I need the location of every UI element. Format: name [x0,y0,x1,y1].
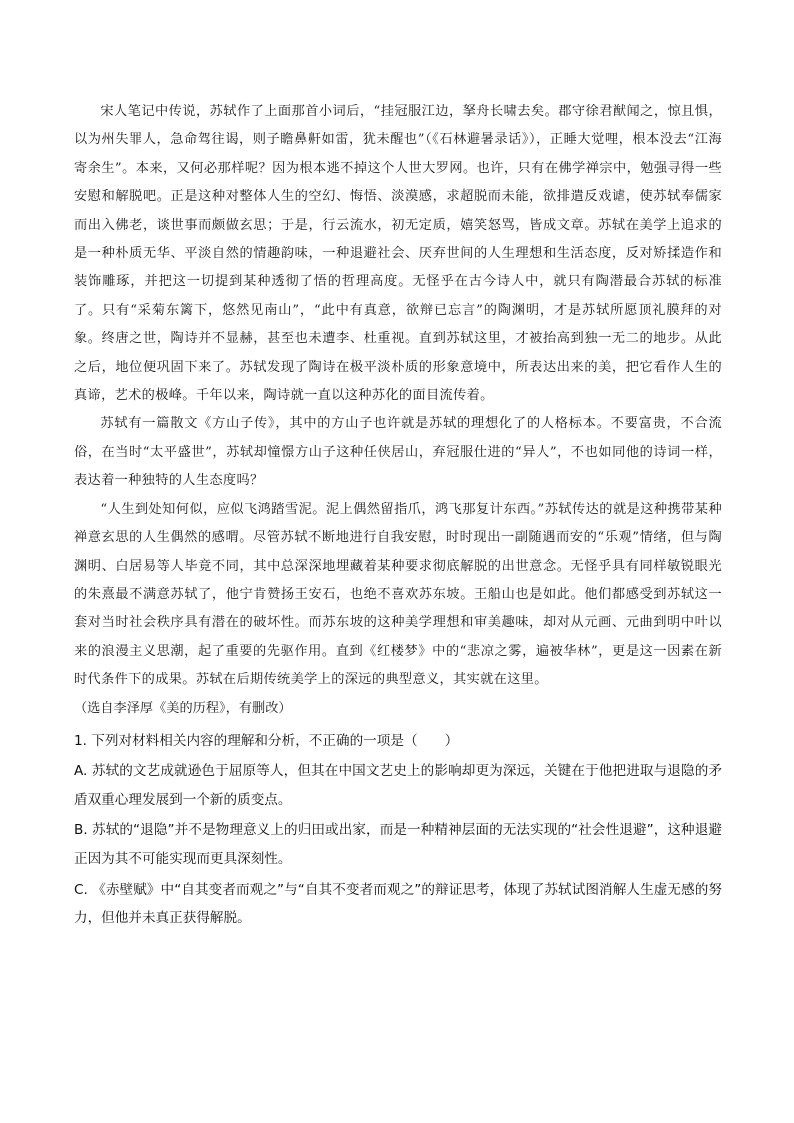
option-b-text: 苏轼的“退隐”并不是物理意义上的归田或出家，而是一种精神层面的无法实现的“社会性退避”，这种退避正因为其不可能实现而更具深刻性。 [74,822,722,867]
option-a-text: 苏轼的文艺成就逊色于屈原等人，但其在中国文艺史上的影响却更为深远，关键在于他把进取与退隐的矛盾双重心理发展到一个新的质变点。 [74,763,722,808]
passage-paragraph-1: 宋人笔记中传说，苏轼作了上面那首小词后，“挂冠服江边，拏舟长啸去矣。郡守徐君猷闻之，惊且惧，以为州失罪人，急命驾往谒，则子瞻鼻鼾如雷，犹未醒也”（《石林避暑录话》），正睡大觉哩，根本没去“江海寄余生”。本来，又何必那样呢？因为根本逃不掉这个人世大罗网。也许，只有在佛学禅宗中，勉强寻得一些安慰和解脱吧。正是这种对整体人生的空幻、悔悟、淡漠感，求超脱而未能，欲排遣反戏谑，使苏轼奉儒家而出入佛老，谈世事而颇做玄思；于是，行云流水，初无定质，嬉笑怒骂，皆成文章。苏轼在美学上追求的是一种朴质无华、平淡自然的情趣韵味，一种退避社会、厌弃世间的人生理想和生活态度，反对矫揉造作和装饰雕琢，并把这一切提到某种透彻了悟的哲理高度。无怪乎在古今诗人中，就只有陶潜最合苏轼的标准了。只有“采菊东篱下，悠然见南山”，“此中有真意，欲辩已忘言”的陶渊明，才是苏轼所愿顶礼膜拜的对象。终唐之世，陶诗并不显赫，甚至也未遭李、杜重视。直到苏轼这里，才被抬高到独一无二的地步。从此之后，地位便巩固下来了。苏轼发现了陶诗在极平淡朴质的形象意境中，所表达出来的美，把它看作人生的真谛，艺术的极峰。千年以来，陶诗就一直以这种苏化的面目流传着。 [74,104,722,404]
passage-paragraph-2: 苏轼有一篇散文《方山子传》，其中的方山子也许就是苏轼的理想化了的人格标本。不要富贵，不合流俗，在当时“太平盛世”，苏轼却憧憬方山子这种任侠居山，弃冠服仕进的“异人”，不也如同他的诗词一样，表达着一种独特的人生态度吗？ [74,416,722,489]
option-b [74,816,722,873]
option-c [74,876,722,933]
passage-paragraph-3: “人生到处知何似，应似飞鸿踏雪泥。泥上偶然留指爪，鸿飞那复计东西。”苏轼传达的就是这种携带某种禅意玄思的人生偶然的感喟。尽管苏轼不断地进行自我安慰，时时现出一副随遇而安的“乐观”情绪，但与陶渊明、白居易等人毕竟不同，其中总深深地埋藏着某种要求彻底解脱的出世意念。无怪乎具有同样敏锐眼光的朱熹最不满意苏轼了，他宁肯赞扬王安石，也绝不喜欢苏东坡。王船山也是如此。他们都感受到苏轼这一套对当时社会秩序具有潜在的破坏性。而苏东坡的这种美学理想和审美趣味，却对从元画、元曲到明中叶以来的浪漫主义思潮，起了重要的先驱作用。直到《红楼梦》中的“悲凉之雾，遍被华林”，更是这一因素在新时代条件下的成果。苏轼在后期传统美学上的深远的典型意义，其实就在这里。 [74,501,722,688]
option-c-label: C. [74,881,93,898]
document-content [74,98,722,933]
passage-source: （选自李泽厚《美的历程》，有删改） [74,700,292,716]
option-a-label: A. [74,763,92,780]
option-c-text: 《赤壁赋》中“自其变者而观之”与“自其不变者而观之”的辩证思考，体现了苏轼试图消解人生虚无感的努力，但他并未真正获得解脱。 [74,881,722,927]
option-a [74,757,722,814]
question-stem: 1. 下列对材料相关内容的理解和分析，不正确的一项是（ ） [74,732,459,749]
option-b-label: B. [74,822,93,839]
